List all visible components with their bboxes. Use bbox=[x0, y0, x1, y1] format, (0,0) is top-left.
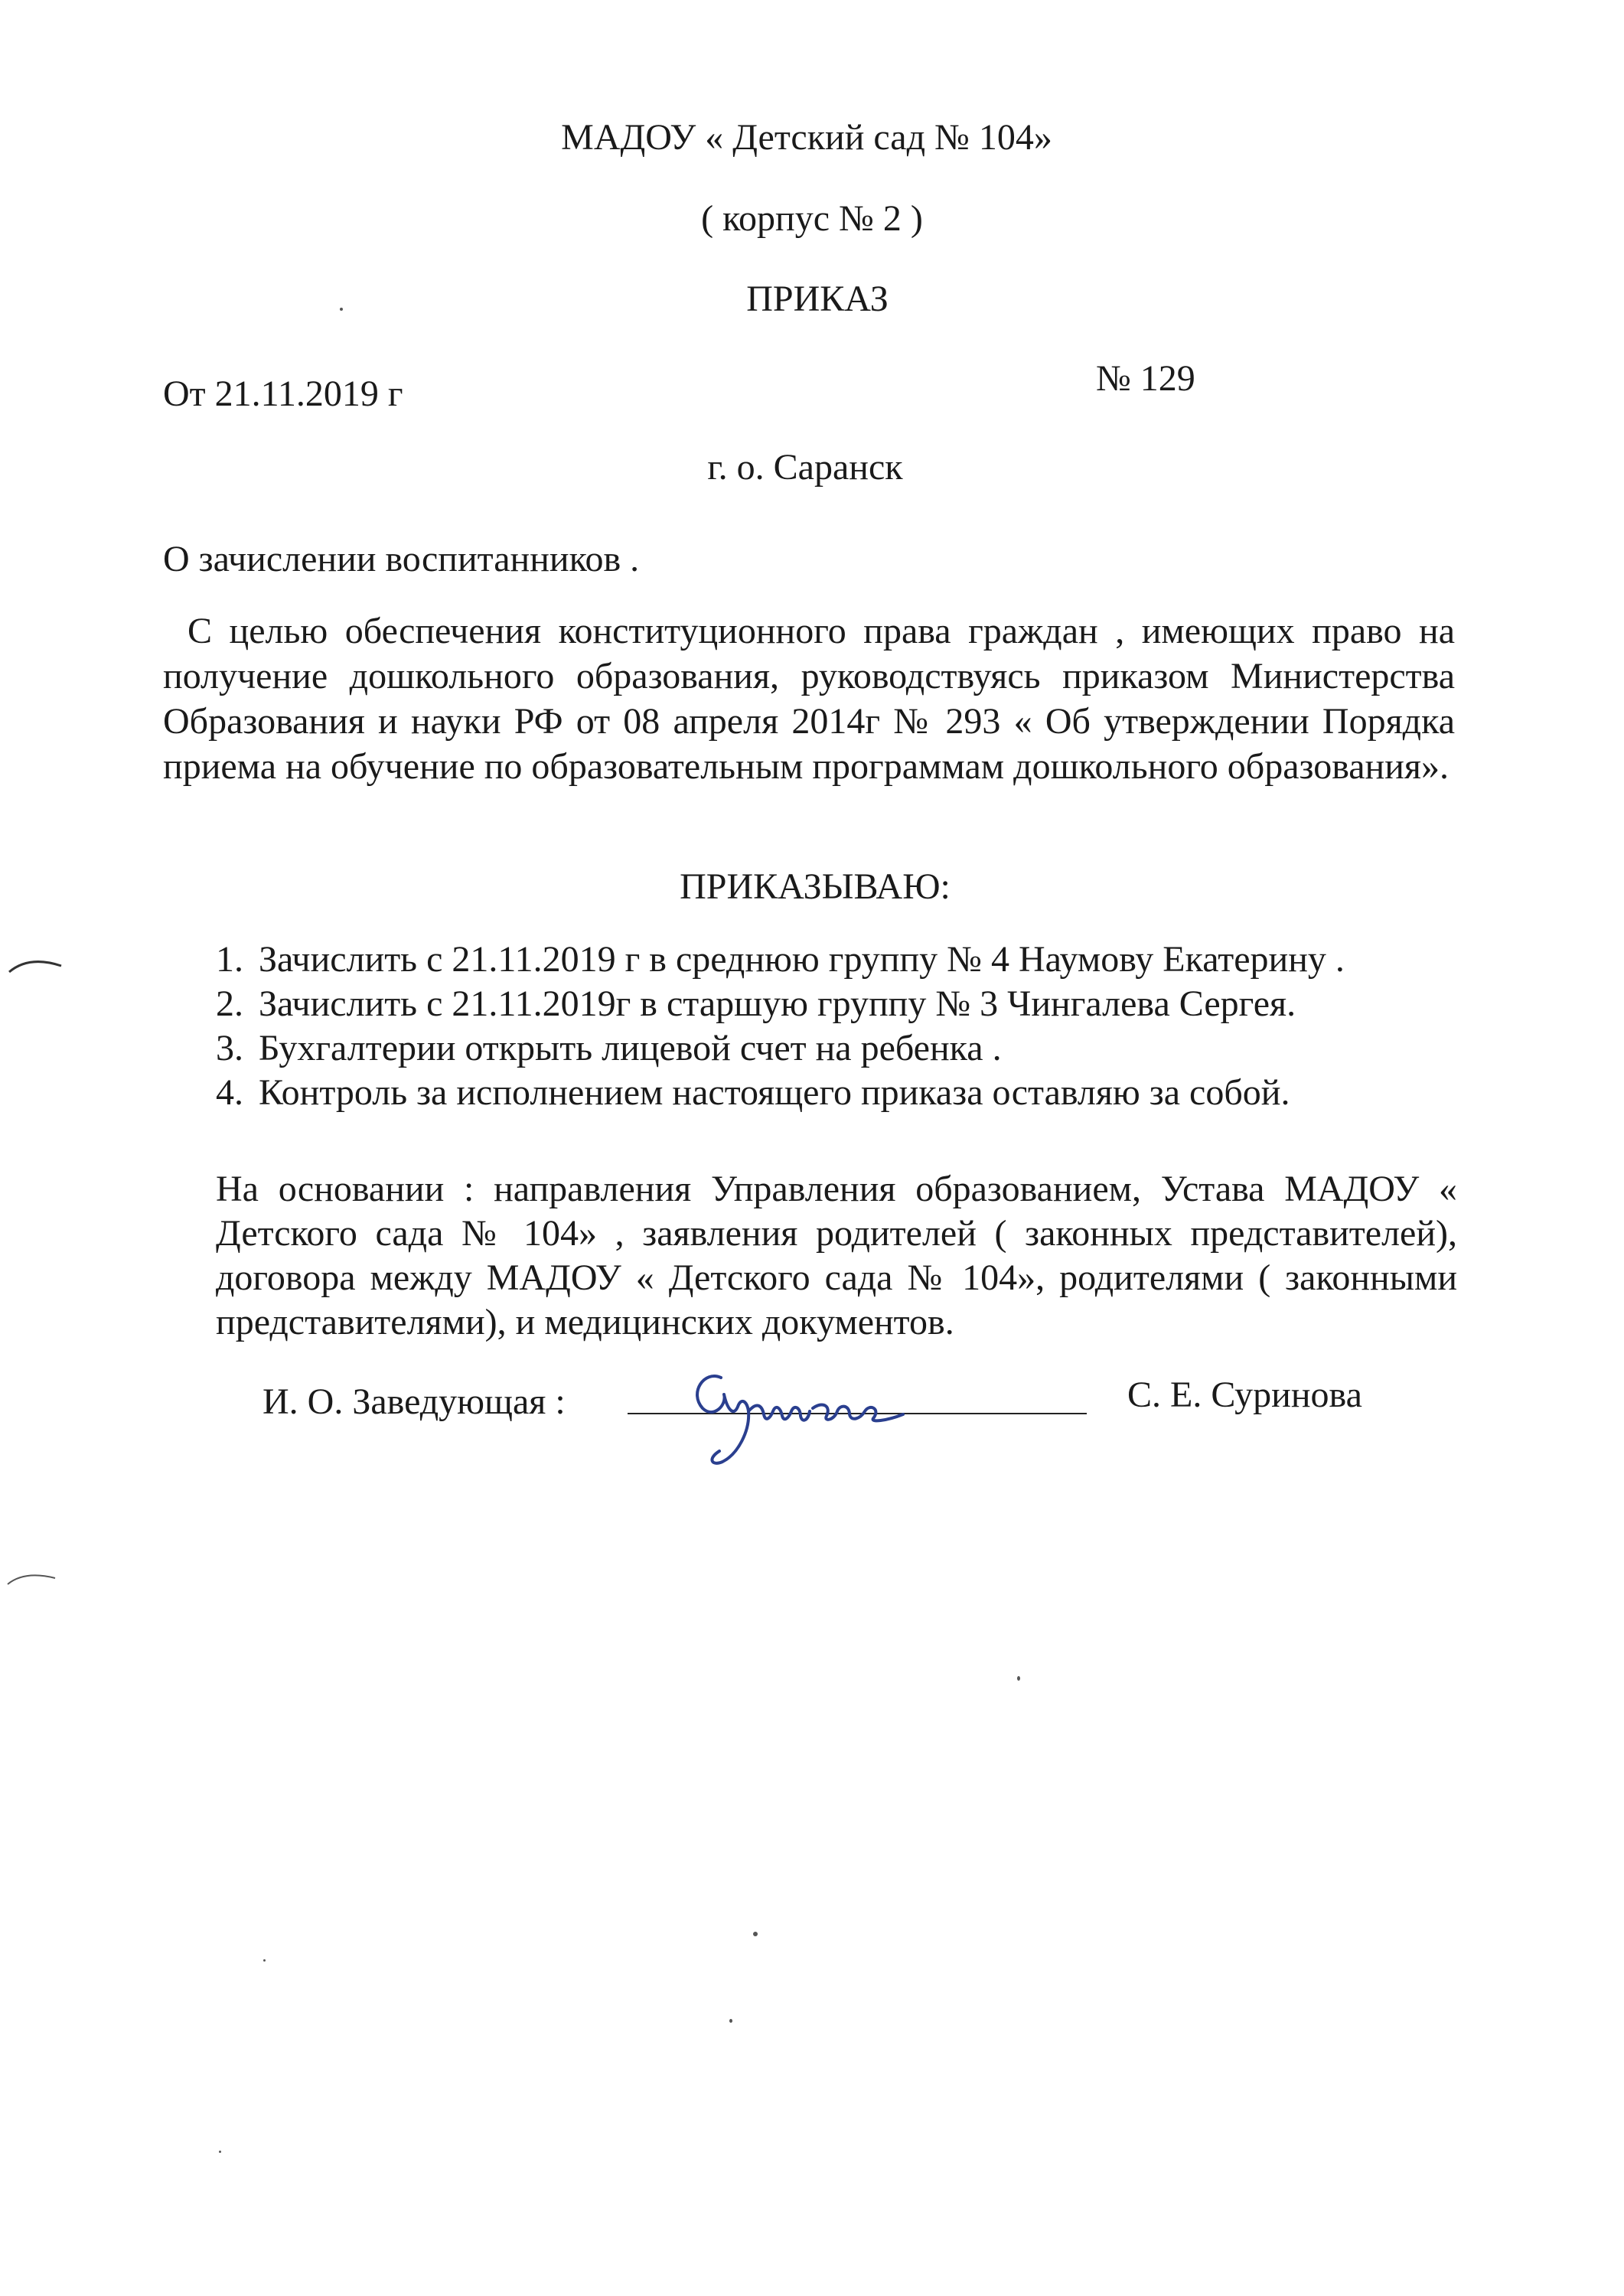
scan-speck bbox=[729, 2019, 732, 2023]
basis-paragraph: На основании : направления Управления образованием, Устава МАДОУ « Детского сада № 104» , заявления родителей ( законных представителей), договора между МАДОУ « Детского сада № 104», родителями ( законными представителями), и медицинских документов. bbox=[216, 1169, 1457, 1342]
scan-mark-top bbox=[6, 949, 67, 980]
order-number: 1. bbox=[216, 939, 243, 980]
order-text: Бухгалтерии открыть лицевой счет на ребенка . bbox=[259, 1028, 1002, 1068]
order-text: Зачислить с 21.11.2019г в старшую группу № 3 Чингалева Сергея. bbox=[259, 983, 1296, 1024]
order-text: Контроль за исполнением настоящего приказа оставляю за собой. bbox=[259, 1072, 1290, 1113]
organization-building: ( корпус № 2 ) bbox=[701, 198, 923, 239]
scan-speck bbox=[1017, 1676, 1020, 1681]
document-number: № 129 bbox=[1096, 358, 1195, 399]
scan-speck bbox=[219, 2151, 221, 2153]
signatory-title: И. О. Заведующая : bbox=[263, 1381, 566, 1422]
order-number: 4. bbox=[216, 1072, 243, 1113]
handwritten-signature bbox=[673, 1347, 918, 1485]
signatory-name: С. Е. Суринова bbox=[1127, 1375, 1362, 1415]
preamble-paragraph: С целью обеспечения конституционного права граждан , имеющих право на получение дошкольного образования, руководствуясь приказом Министерства Образования и науки РФ от 08 апреля 2014г № 293 « Об утверждении Порядка приема на обучение по образовательным программам дошкольного образования». bbox=[163, 611, 1455, 787]
document-subject: О зачислении воспитанников . bbox=[163, 539, 640, 579]
order-number: 3. bbox=[216, 1028, 243, 1068]
order-number: 2. bbox=[216, 983, 243, 1024]
order-item bbox=[216, 983, 1345, 1026]
order-text: Зачислить с 21.11.2019 г в среднюю группу № 4 Наумову Екатерину . bbox=[259, 939, 1345, 980]
document-date: От 21.11.2019 г bbox=[163, 373, 403, 414]
scan-speck bbox=[263, 1959, 266, 1962]
orders-heading: ПРИКАЗЫВАЮ: bbox=[680, 866, 951, 907]
scan-speck bbox=[753, 1932, 758, 1936]
document-city: г. о. Саранск bbox=[707, 447, 903, 488]
order-item bbox=[216, 1027, 1345, 1070]
document-type: ПРИКАЗ bbox=[746, 279, 889, 319]
scan-mark-bottom bbox=[5, 1561, 66, 1592]
order-item bbox=[216, 938, 1345, 981]
organization-title: МАДОУ « Детский сад № 104» bbox=[561, 117, 1052, 158]
order-item bbox=[216, 1071, 1345, 1114]
order-list bbox=[216, 938, 1345, 1116]
